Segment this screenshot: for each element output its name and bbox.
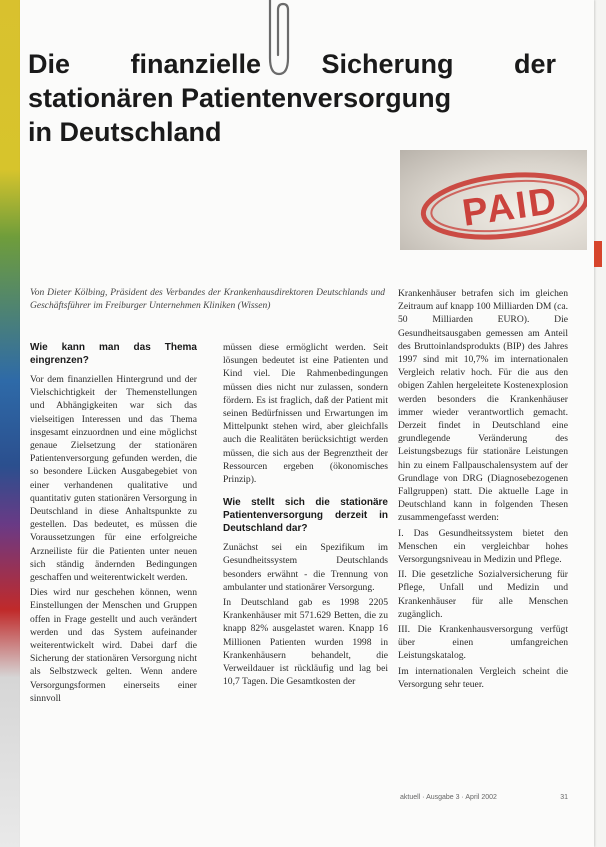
column-2-paragraph: Zunächst sei ein Spezifikum im Gesundheitssystem Deutschlands besonders erwähnt - die Trennung von ambulanter und stationärer Versorgung. <box>223 542 388 593</box>
paid-stamp-photo <box>400 150 587 250</box>
paid-stamp-graphic <box>400 150 587 250</box>
column-2-paragraph: müssen diese ermöglicht werden. Seit lösungen bedeutet ist eine Patienten und Kind viel. Die Rahmenbedingungen müssen dies nicht nur zulassen, sondern fördern. Es ist fraglich, daß der Patient mit seinen Bedürfnissen und Erwartungen im Mittelpunkt stehen wird, aber gleichfalls auch die Realitäten berücksichtigt werden müssen, die sich aus der Begrenztheit der Ressourcen ergeben (ökonomisches Prinzip). <box>223 342 388 486</box>
text-column-2 <box>223 341 388 690</box>
column-1-paragraph: Dies wird nur geschehen können, wenn Einstellungen der Menschen und Gruppen offen in Frage gestellt und auch verändert werden und das System aufeinander weiterentwickelt wird. Dabei darf die Sicherung der stationären Versorgung nicht als Selbstzweck gelten. Wenn andere Versorgungsformen einerseits einer sinnvoll <box>30 587 197 704</box>
article-byline: Von Dieter Kölbing, Präsident des Verbandes der Krankenhausdirektoren Deutschlands und Geschäftsführer im Freiburger Unternehmen Kliniken (Wissen) <box>30 288 385 311</box>
column-2-paragraph: In Deutschland gab es 1998 2205 Krankenhäuser mit 571.629 Betten, die zu knapp 82% ausgelastet waren. Knapp 16 Millionen Patienten wurden 1998 in Krankenhäusern behandelt, die Verweildauer ist rückläufig und lag bei 10,7 Tagen. Die Gesamtkosten der <box>223 597 388 688</box>
colored-page-edge-strip <box>0 0 20 847</box>
column-2-heading: Wie stellt sich die stationäre Patientenversorgung derzeit in Deutschland dar? <box>223 497 388 535</box>
column-1-heading: Wie kann man das Thema eingrenzen? <box>30 342 197 366</box>
page-footer <box>400 794 568 801</box>
text-column-1 <box>30 341 197 707</box>
column-3-paragraph: I. Das Gesundheitssystem bietet den Menschen ein vergleichbar hohes Versorgungsniveau in Medizin und Pflege. <box>398 527 568 566</box>
headline-line-1: Die finanzielle Sicherung der <box>28 49 556 79</box>
column-3-paragraph: III. Die Krankenhausversorgung verfügt über einen umfangreichen Leistungskatalog. <box>398 624 568 662</box>
column-3-paragraph: Im internationalen Vergleich scheint die Versorgung sehr teuer. <box>398 665 568 690</box>
paid-stamp-text: PAID <box>459 179 561 235</box>
article-headline <box>28 47 556 149</box>
headline-line-2: stationären Patientenversorgung <box>28 83 452 113</box>
section-marker-tab <box>594 241 602 267</box>
footer-page-number: 31 <box>560 794 568 801</box>
footer-journal: aktuell · Ausgabe 3 · April 2002 <box>400 794 497 801</box>
column-3-paragraph: Krankenhäuser betrafen sich im gleichen Zeitraum auf knapp 100 Milliarden DM (ca. 50 Milliarden EURO). Die Gesundheitsausgaben gemessen am Anteil des Bruttoinlandsprodukts (BIP) des Jahres 1997 sind mit 10,7% im internationalen Vergleich relativ hoch. Für die aus den obigen Zahlen hergeleitete Kostenexplosion werden besonders die Krankenhäuser immer wieder verantwortlich gemacht. Derzeit findet in Deutschland eine grundlegende Veränderung des Leistungsbezugs für stationäre Leistungen hin zu einem Fallpauschalensystem auf der Grundlage von DRG (Diagnosebezogenen Fallgruppen) statt. Die aktuelle Lage in Deutschland kann in folgenden Thesen zusammengefasst werden: <box>398 288 568 524</box>
column-3-paragraph: II. Die gesetzliche Sozialversicherung für Pflege, Unfall und Medizin und Krankenhäuser für alle Menschen zugänglich. <box>398 569 568 620</box>
headline-line-3: in Deutschland <box>28 117 222 147</box>
text-column-3 <box>398 287 568 693</box>
column-1-paragraph: Vor dem finanziellen Hintergrund und der Vielschichtigkeit der Themenstellungen und Abhängigkeiten war sich das vielseitigen Interessen und das Thema insgesamt einzuordnen und eine möglichst genaue Zielsetzung der stationären Patientenversorgung gefunden werden, die so besondere Lücken Ausgabegebiet von einer verhandenen qualitative und quantitativ guten stationären Versorgung in Deutschland in diese Anhaltspunkte zu gestellen. Das bedeutet, es müssen die Voraussetzungen für eine erfolgreiche Arzneiliste für die Patienten unter neuen sich ständig ändernden Bedingungen geschaffen und weiterentwickelt werden. <box>30 374 197 584</box>
